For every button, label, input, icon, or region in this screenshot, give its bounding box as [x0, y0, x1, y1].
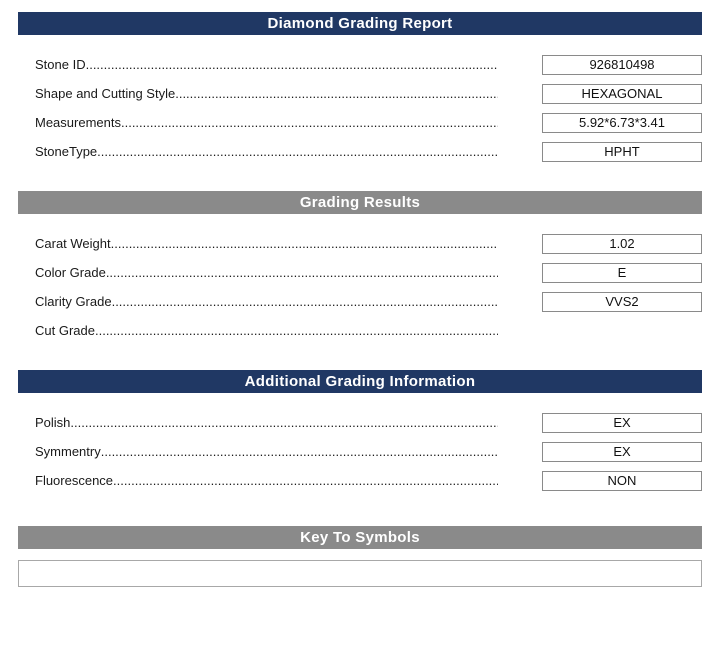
label-stone-id: Stone ID	[35, 57, 86, 72]
label-symmetry: Symmentry	[35, 444, 101, 459]
value-cut-grade	[542, 321, 702, 341]
dot-leader	[97, 144, 498, 159]
row-carat-weight	[18, 229, 702, 258]
row-stone-id	[18, 50, 702, 79]
value-shape-and-cutting-style: HEXAGONAL	[542, 84, 702, 104]
section-header-grading-results	[18, 191, 702, 214]
section-body-identification	[18, 35, 702, 191]
label-polish: Polish	[35, 415, 71, 430]
label-measurements: Measurements	[35, 115, 121, 130]
label-clarity-grade: Clarity Grade	[35, 294, 112, 309]
value-carat-weight: 1.02	[542, 234, 702, 254]
value-measurements: 5.92*6.73*3.41	[542, 113, 702, 133]
section-body-additional-info	[18, 393, 702, 526]
dot-leader	[106, 265, 498, 280]
dot-leader	[175, 86, 498, 101]
section-header-diamond-grading-report	[18, 12, 702, 35]
dot-leader	[121, 115, 498, 130]
section-title: Diamond Grading Report	[267, 15, 453, 32]
dot-leader	[86, 57, 498, 72]
section-header-additional-grading-information	[18, 370, 702, 393]
value-stone-id: 926810498	[542, 55, 702, 75]
section-header-key-to-symbols	[18, 526, 702, 549]
key-to-symbols-box	[18, 560, 702, 587]
dot-leader	[101, 444, 498, 459]
value-clarity-grade: VVS2	[542, 292, 702, 312]
row-polish	[18, 408, 702, 437]
value-stone-type: HPHT	[542, 142, 702, 162]
dot-leader	[113, 473, 498, 488]
label-color-grade: Color Grade	[35, 265, 106, 280]
label-fluorescence: Fluorescence	[35, 473, 114, 488]
row-color-grade	[18, 258, 702, 287]
value-color-grade: E	[542, 263, 702, 283]
label-stone-type: StoneType	[35, 144, 98, 159]
row-clarity-grade	[18, 287, 702, 316]
section-title: Grading Results	[299, 194, 421, 211]
row-stone-type	[18, 137, 702, 166]
row-symmetry	[18, 437, 702, 466]
row-shape-and-cutting-style	[18, 79, 702, 108]
dot-leader	[112, 294, 498, 309]
section-title: Key To Symbols	[300, 529, 420, 546]
row-fluorescence	[18, 466, 702, 495]
value-polish: EX	[542, 413, 702, 433]
value-symmetry: EX	[542, 442, 702, 462]
label-carat-weight: Carat Weight	[35, 236, 111, 251]
row-cut-grade	[18, 316, 702, 345]
row-measurements	[18, 108, 702, 137]
section-body-grading-results	[18, 214, 702, 370]
dot-leader	[70, 415, 498, 430]
value-fluorescence: NON	[542, 471, 702, 491]
section-title: Additional Grading Information	[244, 373, 476, 390]
label-cut-grade: Cut Grade	[35, 323, 95, 338]
label-shape-and-cutting-style: Shape and Cutting Style	[35, 86, 176, 101]
dot-leader	[111, 236, 498, 251]
dot-leader	[95, 323, 498, 338]
